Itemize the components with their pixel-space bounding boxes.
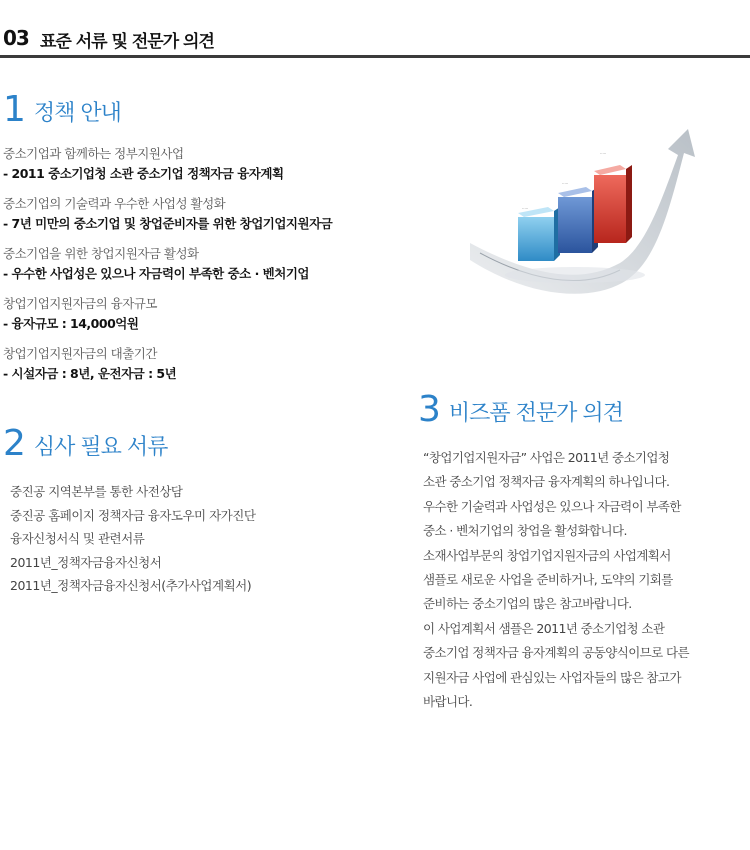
section3-heading xyxy=(418,389,623,430)
opinion-line: 소관 중소기업 정책자금 융자계획의 하나입니다. xyxy=(423,474,670,490)
policy-item-head: 중소기업을 위한 창업지원자금 활성화 xyxy=(3,246,199,261)
section1-heading xyxy=(3,89,121,130)
section2-number: 2 xyxy=(3,423,26,464)
opinion-line: 우수한 기술력과 사업성은 있으나 자금력이 부족한 xyxy=(423,498,681,514)
opinion-line: 준비하는 중소기업의 많은 참고바랍니다. xyxy=(423,596,632,612)
list-item: 중진공 지역본부를 통한 사전상담 xyxy=(10,484,183,499)
opinion-line: 바랍니다. xyxy=(423,694,473,710)
policy-item-detail: - 융자규모 : 14,000억원 xyxy=(3,316,139,331)
bar-blue-dark xyxy=(558,187,598,253)
policy-item-detail: - 2011 중소기업청 소관 중소기업 정책자금 융자계획 xyxy=(3,166,284,181)
policy-item-head: 중소기업의 기술력과 우수한 사업성 활성화 xyxy=(3,196,226,211)
bar-shadow xyxy=(505,267,645,283)
list-item: 중진공 홈페이지 정책자금 융자도우미 자가진단 xyxy=(10,507,256,523)
bar-tiny-label: ····· xyxy=(522,206,529,211)
opinion-line: 중소 · 벤처기업의 창업을 활성화합니다. xyxy=(423,523,627,539)
opinion-line: 소재사업부문의 창업기업지원자금의 사업계획서 xyxy=(423,547,671,563)
opinion-line: “창업기업지원자금” 사업은 2011년 중소기업청 xyxy=(423,450,670,465)
bar-tiny-label: ····· xyxy=(562,181,569,186)
policy-item xyxy=(3,144,423,184)
policy-item-head: 창업기업지원자금의 융자규모 xyxy=(3,296,157,311)
policy-item-head: 중소기업과 함께하는 정부지원사업 xyxy=(3,146,184,161)
opinion-line: 중소기업 정책자금 융자계획의 공동양식이므로 다른 xyxy=(423,645,689,661)
opinion-line: 지원자금 사업에 관심있는 사업자들의 많은 참고가 xyxy=(423,669,681,685)
policy-item xyxy=(3,244,423,284)
opinion-line: 이 사업계획서 샘플은 2011년 중소기업청 소관 xyxy=(423,620,665,636)
bar-tiny-label: ····· xyxy=(600,151,607,156)
opinion-line: 샘플로 새로운 사업을 준비하거나, 도약의 기회를 xyxy=(423,572,673,588)
section1-number: 1 xyxy=(3,89,26,130)
section2-title: 심사 필요 서류 xyxy=(33,435,168,460)
list-item: 2011년_정책자금융자신청서(추가사업계획서) xyxy=(10,578,252,593)
required-docs-list xyxy=(10,480,255,598)
policy-item xyxy=(3,344,423,384)
bar-red xyxy=(594,165,632,243)
expert-opinion-text xyxy=(423,446,733,714)
bar-blue-light xyxy=(518,207,560,261)
list-item: 2011년_정책자금융자신청서 xyxy=(10,554,162,570)
section3-title: 비즈폼 전문가 의견 xyxy=(448,401,623,426)
policy-item-detail: - 시설자금 : 8년, 운전자금 : 5년 xyxy=(3,366,177,381)
list-item: 융자신청서식 및 관련서류 xyxy=(10,531,145,546)
page-header xyxy=(0,0,750,58)
section2-heading xyxy=(3,423,168,464)
growth-chart-illustration xyxy=(470,125,710,320)
policy-list xyxy=(3,144,423,394)
section1-title: 정책 안내 xyxy=(33,101,121,126)
section3-number: 3 xyxy=(418,389,441,430)
section-number: 03 xyxy=(3,26,29,50)
policy-item xyxy=(3,194,423,234)
policy-item-head: 창업기업지원자금의 대출기간 xyxy=(3,346,157,361)
policy-item-detail: - 7년 미만의 중소기업 및 창업준비자를 위한 창업기업지원자금 xyxy=(3,216,333,231)
policy-item xyxy=(3,294,423,334)
page-title: 표준 서류 및 전문가 의견 xyxy=(40,32,214,52)
policy-item-detail: - 우수한 사업성은 있으나 자금력이 부족한 중소 · 벤처기업 xyxy=(3,266,309,281)
